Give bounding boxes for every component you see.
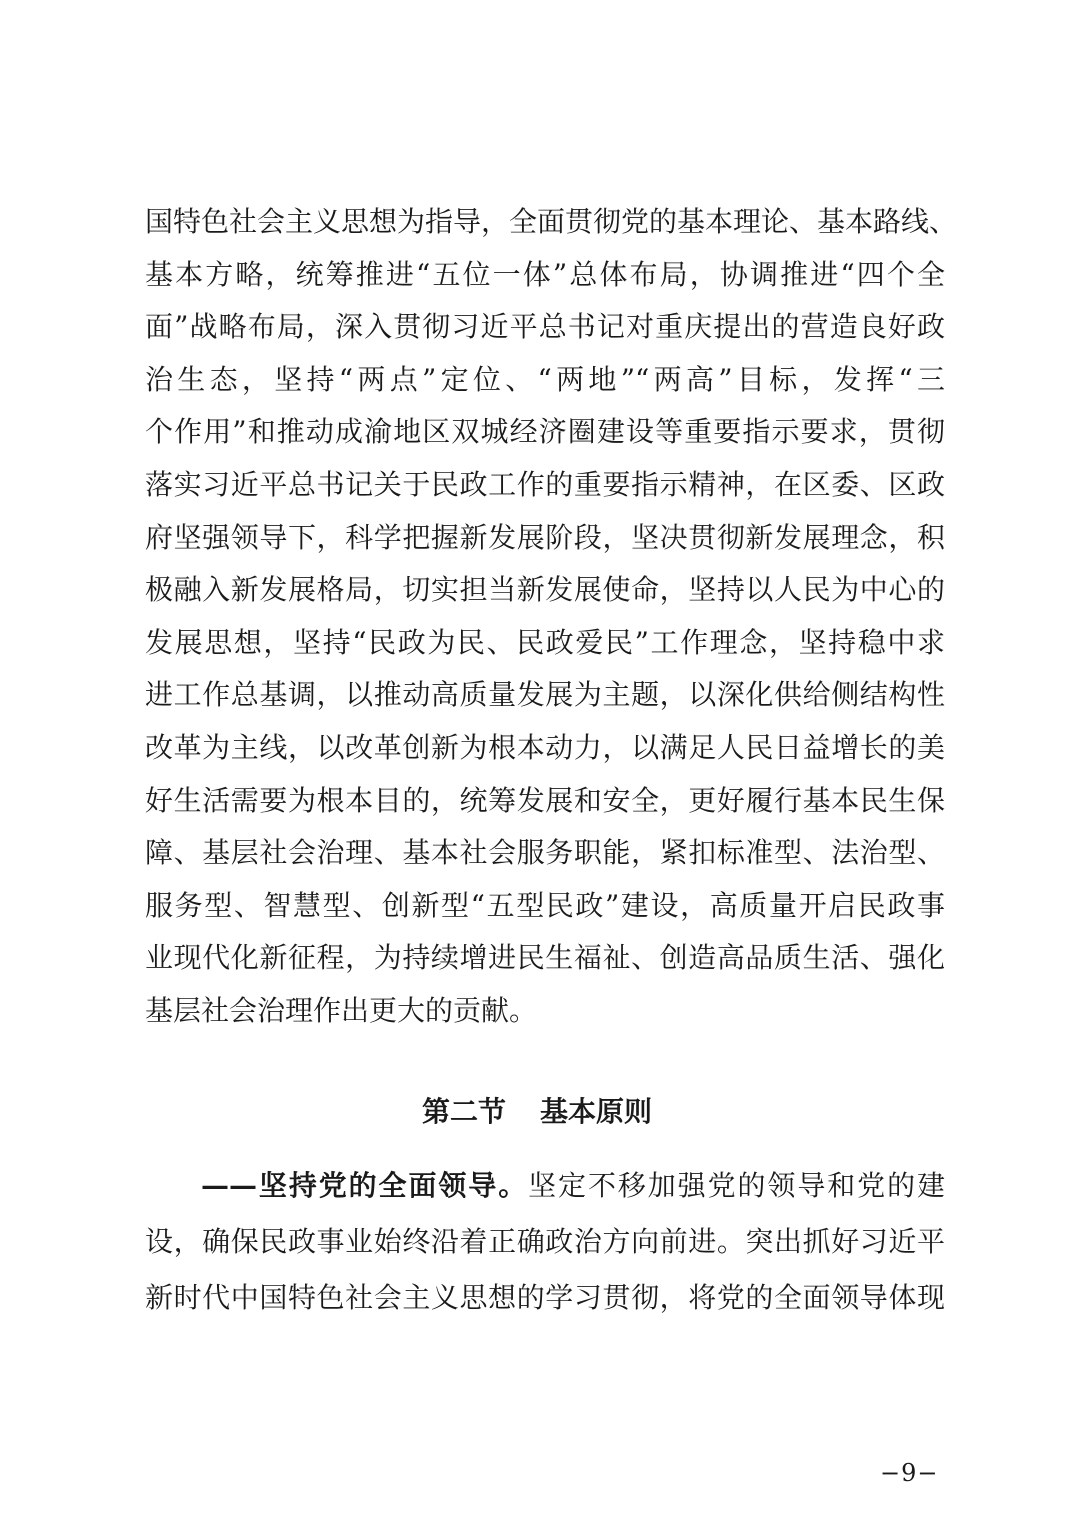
principle-line-text: 坚定不移加强党的领导和党的建 (528, 1169, 945, 1202)
body-line: 障、基层社会治理、基本社会服务职能，紧扣标准型、法治型、 (145, 836, 945, 870)
principle-line (145, 1158, 945, 1214)
body-line: 服务型、智慧型、创新型“五型民政”建设，高质量开启民政事 (145, 888, 945, 922)
body-line: 面”战略布局，深入贯彻习近平总书记对重庆提出的营造良好政 (145, 310, 945, 344)
body-line: 治生态，坚持“两点”定位、“两地”“两高”目标，发挥“三 (145, 362, 945, 396)
page-number: −9− (880, 1459, 939, 1487)
body-line: 个作用”和推动成渝地区双城经济圈建设等重要指示要求，贯彻 (145, 415, 945, 449)
body-line: 业现代化新征程，为持续增进民生福祉、创造高品质生活、强化 (145, 941, 945, 975)
section-heading (0, 1090, 1074, 1134)
principle-lead: ——坚持党的全面领导。 (201, 1169, 529, 1202)
body-line: 府坚强领导下，科学把握新发展阶段，坚决贯彻新发展理念，积 (145, 520, 945, 554)
body-line: 基本方略，统筹推进“五位一体”总体布局，协调推进“四个全 (145, 257, 945, 291)
body-line: 极融入新发展格局，切实担当新发展使命，坚持以人民为中心的 (145, 573, 945, 607)
body-line: 国特色社会主义思想为指导，全面贯彻党的基本理论、基本路线、 (145, 205, 958, 238)
body-line: 改革为主线，以改革创新为根本动力，以满足人民日益增长的美 (145, 730, 945, 764)
body-line: 落实习近平总书记关于民政工作的重要指示精神，在区委、区政 (145, 467, 945, 501)
body-line: 进工作总基调，以推动高质量发展为主题，以深化供给侧结构性 (145, 678, 945, 712)
section-title: 基本原则 (540, 1095, 653, 1128)
section-number: 第二节 (421, 1095, 506, 1128)
body-line: 好生活需要为根本目的，统筹发展和安全，更好履行基本民生保 (145, 783, 945, 817)
body-line: 基层社会治理作出更大的贡献。 (145, 993, 538, 1027)
body-paragraph (145, 196, 958, 1038)
principle-paragraph (145, 1158, 945, 1326)
principle-line: 新时代中国特色社会主义思想的学习贯彻，将党的全面领导体现 (145, 1281, 945, 1314)
principle-line: 设，确保民政事业始终沿着正确政治方向前进。突出抓好习近平 (145, 1225, 945, 1258)
body-line: 发展思想，坚持“民政为民、民政爱民”工作理念，坚持稳中求 (145, 625, 945, 659)
